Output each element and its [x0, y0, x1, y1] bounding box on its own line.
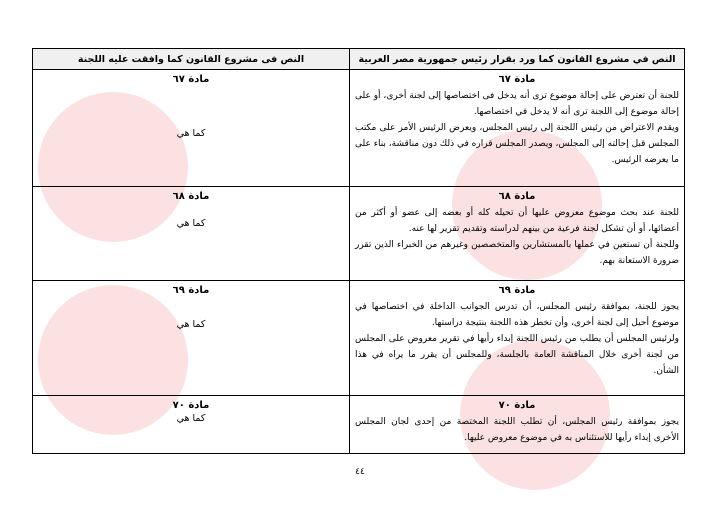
as-is-text: كما هي [176, 413, 206, 424]
article-heading: مادة ٦٨ [172, 191, 210, 202]
table-row [33, 281, 685, 396]
article-heading: مادة ٦٩ [172, 285, 210, 296]
paragraph: ولرئيس المجلس أن يطلب من رئيس اللجنة إبداء رأيها في تقرير معروض على المجلس من لجنة أخرى خلال المناقشة العامة بالجلسة، وللمجلس أن يقرر ما يراه في هذا الشأن. [355, 334, 679, 376]
table-row [33, 70, 685, 187]
original-cell [350, 187, 685, 281]
paragraph: يجوز للجنة، بموافقة رئيس المجلس، أن تدرس الجوانب الداخلة في اختصاصها في موضوع أحيل إلى لجنة أخرى، وأن تخطر هذه اللجنة بنتيجة دراستها. [355, 302, 679, 328]
header-original-text: النص في مشروع القانون كما ورد بقرار رئيس جمهورية مصر العربية [350, 49, 685, 70]
article-heading: مادة ٦٨ [498, 191, 536, 202]
article-heading: مادة ٦٧ [498, 74, 536, 85]
article-heading: مادة ٧٠ [172, 400, 210, 411]
original-cell [350, 281, 685, 396]
table-header-row [33, 49, 685, 70]
as-is-text: كما هي [176, 319, 206, 330]
approved-cell [33, 396, 350, 454]
comparison-table [32, 48, 685, 454]
paragraph: ويقدم الاعتراض من رئيس اللجنة إلى رئيس المجلس، ويعرض الرئيس الأمر على مكتب المجلس قبل إحالته إلى المجلس، ويصدر المجلس قراره في ذلك دون مناقشة، بناء على ما يعرضه الرئيس. [355, 123, 679, 165]
as-is-text: كما هي [176, 128, 206, 139]
approved-cell [33, 70, 350, 187]
paragraph: للجنة أن تعترض على إحالة موضوع ترى أنه يدخل فى اختصاصها إلى لجنة أخرى، أو على إحالة موضوع إلى اللجنة ترى أنه لا يدخل في اختصاصها. [355, 91, 679, 117]
article-heading: مادة ٦٧ [172, 74, 210, 85]
table-row [33, 396, 685, 454]
paragraph: للجنة عند بحث موضوع معروض عليها أن تحيله كله أو بعضه إلى عضو أو أكثر من أعضائها، أو أن تشكل لجنة فرعية من بينهم لدراسته وتقديم تقرير لها عنه. [355, 208, 679, 234]
original-cell [350, 70, 685, 187]
paragraph: وللجنة أن تستعين في عملها بالمستشارين والمتخصصين وغيرهم من الخبراء الذين تقرر ضرورة الاستعانة بهم. [355, 240, 679, 266]
approved-cell [33, 187, 350, 281]
approved-cell [33, 281, 350, 396]
header-approved-text: النص فى مشروع القانون كما وافقت عليه اللجنة [33, 49, 350, 70]
article-heading: مادة ٧٠ [498, 400, 536, 411]
page-number: ٤٤ [355, 467, 365, 477]
table-row [33, 187, 685, 281]
original-cell [350, 396, 685, 454]
as-is-text: كما هي [176, 218, 206, 229]
article-heading: مادة ٦٩ [498, 285, 536, 296]
paragraph: يجوز بموافقة رئيس المجلس، أن تطلب اللجنة المختصة من إحدى لجان المجلس الأخرى إبداء رأيها للاستئناس به في موضوع معروض عليها. [355, 417, 679, 443]
